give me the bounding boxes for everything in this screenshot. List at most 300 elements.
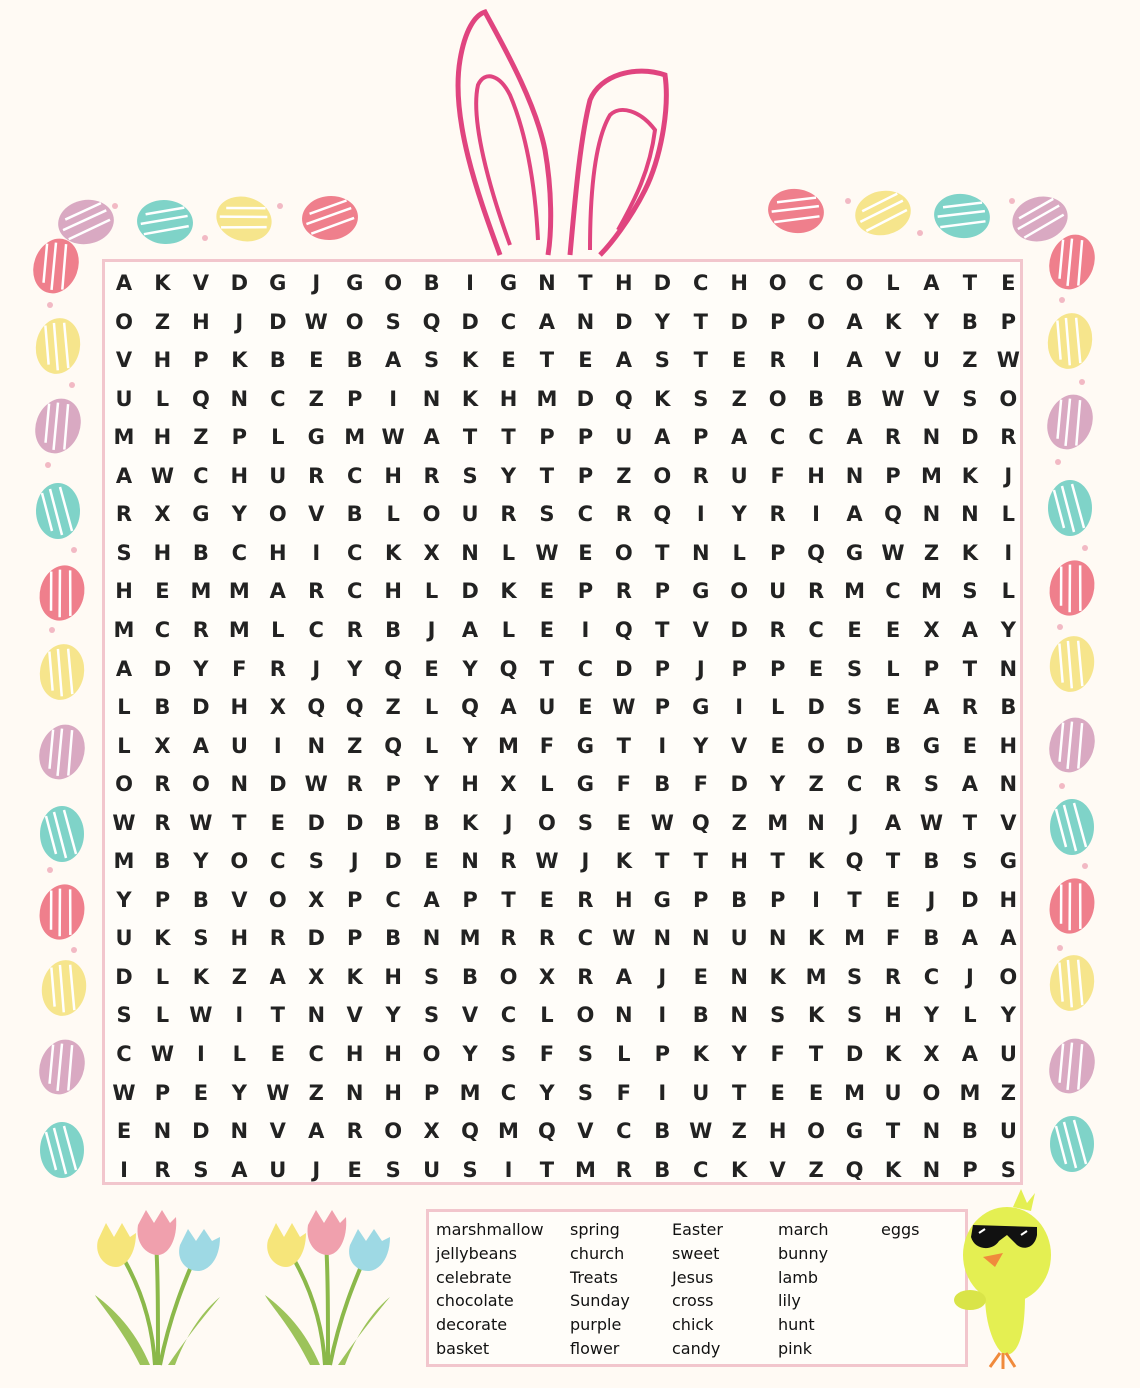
grid-letter[interactable]: K: [231, 348, 248, 373]
grid-letter[interactable]: E: [808, 656, 824, 681]
grid-letter[interactable]: K: [654, 386, 671, 411]
grid-letter[interactable]: R: [615, 579, 632, 604]
grid-letter[interactable]: G: [692, 695, 710, 720]
grid-letter[interactable]: V: [192, 271, 210, 295]
grid-letter[interactable]: D: [845, 733, 864, 758]
grid-letter[interactable]: Z: [962, 348, 978, 373]
grid-letter[interactable]: K: [884, 1042, 902, 1066]
grid-letter[interactable]: P: [769, 656, 786, 681]
grid-letter[interactable]: P: [462, 887, 478, 912]
grid-letter[interactable]: N: [307, 733, 326, 758]
grid-letter[interactable]: E: [1001, 271, 1016, 295]
grid-letter[interactable]: A: [538, 309, 556, 334]
grid-letter[interactable]: S: [577, 810, 593, 835]
grid-letter[interactable]: L: [117, 695, 131, 720]
grid-letter[interactable]: N: [422, 926, 441, 951]
grid-letter[interactable]: H: [499, 386, 518, 411]
grid-letter[interactable]: T: [655, 849, 670, 874]
grid-letter[interactable]: E: [424, 656, 439, 681]
grid-letter[interactable]: I: [812, 502, 820, 527]
grid-letter[interactable]: V: [115, 348, 133, 373]
grid-letter[interactable]: T: [770, 849, 785, 874]
grid-letter[interactable]: M: [459, 1080, 481, 1105]
grid-letter[interactable]: C: [808, 271, 824, 295]
grid-letter[interactable]: K: [154, 926, 171, 951]
grid-letter[interactable]: D: [730, 617, 748, 642]
grid-letter[interactable]: L: [886, 271, 900, 295]
grid-letter[interactable]: K: [346, 964, 363, 989]
grid-letter[interactable]: Z: [731, 386, 747, 411]
grid-letter[interactable]: A: [461, 617, 479, 642]
grid-letter[interactable]: S: [577, 1042, 593, 1066]
grid-letter[interactable]: Y: [770, 772, 786, 797]
grid-letter[interactable]: S: [385, 1157, 401, 1182]
grid-letter[interactable]: N: [999, 656, 1018, 681]
grid-letter[interactable]: T: [885, 1119, 901, 1144]
grid-letter[interactable]: T: [732, 1080, 747, 1105]
grid-letter[interactable]: J: [312, 1157, 321, 1182]
grid-letter[interactable]: I: [735, 695, 744, 720]
grid-letter[interactable]: U: [999, 1042, 1017, 1066]
grid-letter[interactable]: A: [923, 271, 940, 295]
grid-letter[interactable]: D: [615, 309, 633, 334]
grid-letter[interactable]: T: [539, 348, 555, 373]
grid-letter[interactable]: X: [538, 964, 556, 989]
grid-letter[interactable]: P: [346, 887, 363, 912]
grid-letter[interactable]: R: [884, 964, 902, 989]
grid-letter[interactable]: V: [923, 386, 940, 411]
grid-letter[interactable]: R: [500, 926, 517, 951]
grid-letter[interactable]: Y: [385, 1003, 401, 1028]
grid-letter[interactable]: J: [927, 887, 936, 912]
grid-letter[interactable]: W: [881, 386, 905, 411]
grid-letter[interactable]: G: [307, 425, 325, 450]
grid-letter[interactable]: D: [384, 849, 402, 874]
grid-letter[interactable]: O: [422, 1042, 441, 1066]
grid-letter[interactable]: A: [115, 463, 133, 488]
grid-letter[interactable]: F: [539, 733, 555, 758]
grid-letter[interactable]: R: [500, 502, 517, 527]
grid-letter[interactable]: P: [693, 425, 709, 450]
grid-letter[interactable]: M: [844, 1080, 865, 1105]
grid-letter[interactable]: Y: [231, 502, 247, 527]
grid-letter[interactable]: D: [576, 386, 595, 411]
grid-letter[interactable]: N: [845, 463, 864, 488]
grid-letter[interactable]: K: [692, 1042, 709, 1066]
grid-letter[interactable]: Z: [193, 425, 209, 450]
grid-letter[interactable]: X: [154, 733, 171, 758]
grid-letter[interactable]: G: [269, 271, 287, 295]
grid-letter[interactable]: P: [962, 1157, 978, 1182]
grid-letter[interactable]: O: [422, 502, 441, 527]
grid-letter[interactable]: R: [154, 1157, 171, 1182]
grid-letter[interactable]: M: [574, 1157, 596, 1182]
grid-letter[interactable]: I: [658, 733, 667, 758]
grid-letter[interactable]: L: [117, 733, 131, 758]
grid-letter[interactable]: Y: [923, 1003, 940, 1028]
grid-letter[interactable]: Q: [614, 617, 633, 642]
grid-letter[interactable]: F: [616, 1080, 632, 1105]
grid-letter[interactable]: I: [696, 502, 705, 527]
grid-letter[interactable]: A: [269, 964, 286, 989]
grid-letter[interactable]: T: [962, 656, 978, 681]
grid-letter[interactable]: R: [346, 772, 363, 797]
grid-letter[interactable]: N: [538, 271, 556, 295]
grid-letter[interactable]: I: [581, 617, 590, 642]
grid-letter[interactable]: N: [730, 964, 748, 989]
grid-letter[interactable]: R: [115, 502, 133, 527]
grid-letter[interactable]: Y: [116, 887, 132, 912]
grid-letter[interactable]: M: [498, 1119, 519, 1144]
grid-letter[interactable]: B: [192, 540, 209, 565]
grid-letter[interactable]: K: [500, 579, 517, 604]
grid-letter[interactable]: K: [615, 849, 632, 874]
grid-letter[interactable]: B: [346, 502, 363, 527]
grid-letter[interactable]: W: [189, 810, 213, 835]
grid-letter[interactable]: S: [923, 772, 939, 797]
grid-letter[interactable]: S: [577, 1080, 593, 1105]
grid-letter[interactable]: U: [999, 1119, 1017, 1144]
grid-letter[interactable]: J: [312, 656, 321, 681]
grid-letter[interactable]: R: [154, 810, 171, 835]
grid-letter[interactable]: B: [385, 810, 402, 835]
grid-letter[interactable]: P: [423, 1080, 440, 1105]
grid-letter[interactable]: Y: [193, 849, 209, 874]
grid-letter[interactable]: D: [269, 309, 287, 334]
grid-letter[interactable]: M: [344, 425, 366, 450]
grid-letter[interactable]: U: [615, 425, 633, 450]
grid-letter[interactable]: T: [270, 1003, 285, 1028]
grid-letter[interactable]: Q: [461, 1119, 479, 1144]
grid-letter[interactable]: J: [504, 810, 513, 835]
grid-letter[interactable]: S: [962, 579, 978, 604]
grid-letter[interactable]: X: [423, 540, 440, 565]
grid-letter[interactable]: H: [730, 849, 748, 874]
grid-letter[interactable]: F: [539, 1042, 555, 1066]
grid-letter[interactable]: U: [922, 348, 940, 373]
grid-letter[interactable]: B: [154, 695, 171, 720]
grid-letter[interactable]: T: [693, 309, 708, 334]
grid-letter[interactable]: H: [461, 772, 479, 797]
grid-letter[interactable]: I: [273, 733, 282, 758]
grid-letter[interactable]: B: [423, 271, 440, 295]
grid-letter[interactable]: O: [999, 386, 1018, 411]
grid-letter[interactable]: R: [808, 579, 825, 604]
grid-letter[interactable]: A: [192, 733, 210, 758]
grid-letter[interactable]: P: [193, 348, 209, 373]
grid-letter[interactable]: U: [884, 1080, 902, 1105]
grid-letter[interactable]: N: [922, 425, 941, 450]
grid-letter[interactable]: T: [501, 425, 516, 450]
grid-letter[interactable]: P: [539, 425, 555, 450]
grid-letter[interactable]: T: [962, 810, 978, 835]
grid-letter[interactable]: W: [612, 926, 636, 951]
grid-letter[interactable]: Z: [731, 810, 747, 835]
grid-letter[interactable]: A: [615, 348, 632, 373]
grid-letter[interactable]: M: [959, 1080, 981, 1105]
grid-letter[interactable]: M: [920, 579, 942, 604]
grid-letter[interactable]: R: [154, 772, 171, 797]
grid-letter[interactable]: S: [846, 1003, 863, 1028]
grid-letter[interactable]: G: [346, 271, 364, 295]
grid-letter[interactable]: B: [269, 348, 286, 373]
grid-letter[interactable]: L: [424, 579, 439, 604]
grid-letter[interactable]: Y: [462, 733, 478, 758]
grid-letter[interactable]: W: [266, 1080, 290, 1105]
grid-letter[interactable]: I: [812, 348, 820, 373]
grid-letter[interactable]: D: [115, 964, 133, 989]
grid-letter[interactable]: C: [769, 425, 786, 450]
grid-letter[interactable]: E: [578, 540, 593, 565]
grid-letter[interactable]: R: [577, 964, 594, 989]
grid-letter[interactable]: U: [538, 695, 556, 720]
grid-letter[interactable]: H: [230, 463, 249, 488]
grid-letter[interactable]: M: [844, 579, 865, 604]
grid-letter[interactable]: Z: [731, 1119, 747, 1144]
grid-letter[interactable]: L: [886, 656, 900, 681]
grid-letter[interactable]: Q: [307, 695, 326, 720]
grid-letter[interactable]: A: [846, 425, 863, 450]
grid-letter[interactable]: V: [308, 502, 325, 527]
grid-letter[interactable]: N: [230, 1119, 249, 1144]
grid-letter[interactable]: B: [654, 772, 671, 797]
grid-letter[interactable]: P: [577, 463, 594, 488]
grid-letter[interactable]: G: [692, 579, 710, 604]
grid-letter[interactable]: Y: [693, 733, 709, 758]
grid-letter[interactable]: D: [807, 695, 825, 720]
grid-letter[interactable]: P: [154, 1080, 171, 1105]
grid-letter[interactable]: A: [884, 810, 902, 835]
grid-letter[interactable]: W: [650, 810, 674, 835]
grid-letter[interactable]: L: [501, 617, 516, 642]
grid-letter[interactable]: T: [693, 849, 708, 874]
grid-letter[interactable]: P: [731, 656, 747, 681]
grid-letter[interactable]: R: [769, 348, 786, 373]
grid-letter[interactable]: O: [268, 502, 287, 527]
grid-letter[interactable]: H: [730, 271, 748, 295]
grid-letter[interactable]: G: [192, 502, 210, 527]
grid-letter[interactable]: B: [692, 1003, 709, 1028]
grid-letter[interactable]: N: [230, 772, 249, 797]
grid-letter[interactable]: E: [539, 887, 555, 912]
grid-letter[interactable]: S: [539, 502, 555, 527]
grid-letter[interactable]: H: [153, 425, 172, 450]
grid-letter[interactable]: C: [231, 540, 248, 565]
grid-letter[interactable]: V: [731, 733, 748, 758]
grid-letter[interactable]: Q: [807, 540, 826, 565]
grid-letter[interactable]: K: [884, 309, 902, 334]
grid-letter[interactable]: E: [770, 733, 785, 758]
grid-letter[interactable]: R: [1000, 425, 1017, 450]
grid-letter[interactable]: B: [346, 348, 363, 373]
grid-letter[interactable]: K: [461, 810, 479, 835]
grid-letter[interactable]: T: [962, 271, 978, 295]
grid-letter[interactable]: S: [846, 695, 863, 720]
grid-letter[interactable]: O: [115, 772, 133, 797]
grid-letter[interactable]: P: [577, 425, 594, 450]
grid-letter[interactable]: G: [922, 733, 941, 758]
grid-letter[interactable]: D: [845, 1042, 864, 1066]
grid-letter[interactable]: S: [693, 386, 709, 411]
grid-letter[interactable]: A: [1000, 926, 1017, 951]
grid-letter[interactable]: P: [923, 656, 940, 681]
grid-letter[interactable]: M: [228, 617, 250, 642]
grid-letter[interactable]: C: [693, 271, 709, 295]
grid-letter[interactable]: Y: [1000, 617, 1016, 642]
grid-letter[interactable]: L: [232, 1042, 247, 1066]
grid-letter[interactable]: O: [576, 1003, 595, 1028]
grid-letter[interactable]: Y: [347, 656, 363, 681]
grid-letter[interactable]: U: [230, 733, 248, 758]
grid-letter[interactable]: H: [230, 695, 249, 720]
grid-letter[interactable]: C: [500, 1080, 517, 1105]
grid-letter[interactable]: L: [770, 695, 785, 720]
grid-letter[interactable]: B: [192, 887, 209, 912]
grid-letter[interactable]: P: [154, 887, 171, 912]
grid-letter[interactable]: E: [270, 810, 285, 835]
grid-letter[interactable]: D: [307, 926, 325, 951]
grid-letter[interactable]: Y: [462, 656, 478, 681]
grid-letter[interactable]: Y: [231, 1080, 247, 1105]
grid-letter[interactable]: C: [308, 617, 324, 642]
grid-letter[interactable]: A: [269, 579, 286, 604]
grid-letter[interactable]: P: [654, 579, 670, 604]
grid-letter[interactable]: N: [230, 386, 249, 411]
grid-letter[interactable]: O: [191, 772, 210, 797]
grid-letter[interactable]: I: [1004, 540, 1013, 565]
grid-letter[interactable]: L: [424, 695, 439, 720]
grid-letter[interactable]: S: [193, 926, 209, 951]
grid-letter[interactable]: Z: [154, 309, 171, 334]
grid-letter[interactable]: D: [461, 309, 479, 334]
grid-letter[interactable]: X: [308, 964, 325, 989]
grid-letter[interactable]: E: [732, 348, 747, 373]
grid-letter[interactable]: M: [844, 926, 865, 951]
grid-letter[interactable]: A: [654, 425, 671, 450]
grid-letter[interactable]: O: [768, 386, 787, 411]
grid-letter[interactable]: T: [693, 348, 708, 373]
grid-letter[interactable]: E: [193, 1080, 209, 1105]
grid-letter[interactable]: U: [769, 579, 787, 604]
grid-letter[interactable]: Q: [499, 656, 518, 681]
grid-letter[interactable]: Q: [845, 849, 864, 874]
grid-letter[interactable]: J: [427, 617, 436, 642]
grid-letter[interactable]: W: [689, 1119, 713, 1144]
grid-letter[interactable]: O: [230, 849, 249, 874]
grid-letter[interactable]: N: [961, 502, 979, 527]
grid-letter[interactable]: R: [308, 463, 325, 488]
grid-letter[interactable]: L: [501, 540, 516, 565]
grid-letter[interactable]: N: [345, 1080, 364, 1105]
grid-letter[interactable]: X: [423, 1119, 440, 1144]
grid-letter[interactable]: N: [730, 1003, 748, 1028]
grid-letter[interactable]: H: [345, 1042, 364, 1066]
grid-letter[interactable]: D: [230, 271, 249, 295]
grid-letter[interactable]: O: [384, 271, 403, 295]
grid-letter[interactable]: E: [693, 964, 708, 989]
grid-letter[interactable]: Y: [1000, 1003, 1016, 1028]
grid-letter[interactable]: B: [961, 309, 978, 334]
grid-letter[interactable]: M: [113, 849, 135, 874]
grid-letter[interactable]: H: [999, 887, 1018, 912]
grid-letter[interactable]: G: [845, 1119, 864, 1144]
grid-letter[interactable]: E: [155, 579, 170, 604]
grid-letter[interactable]: S: [462, 463, 478, 488]
grid-letter[interactable]: Z: [385, 695, 401, 720]
grid-letter[interactable]: N: [807, 810, 825, 835]
grid-letter[interactable]: B: [385, 926, 402, 951]
grid-letter[interactable]: A: [308, 1119, 325, 1144]
grid-letter[interactable]: S: [116, 1003, 132, 1028]
grid-letter[interactable]: W: [881, 540, 905, 565]
grid-letter[interactable]: O: [653, 463, 672, 488]
grid-letter[interactable]: S: [846, 964, 863, 989]
grid-letter[interactable]: S: [462, 1157, 478, 1182]
grid-letter[interactable]: U: [269, 463, 287, 488]
grid-letter[interactable]: T: [539, 1157, 555, 1182]
grid-letter[interactable]: Z: [308, 1080, 324, 1105]
grid-letter[interactable]: M: [190, 579, 212, 604]
grid-letter[interactable]: D: [653, 271, 672, 295]
grid-letter[interactable]: I: [466, 271, 474, 295]
grid-letter[interactable]: P: [769, 540, 786, 565]
grid-letter[interactable]: P: [231, 425, 248, 450]
grid-letter[interactable]: J: [235, 309, 244, 334]
grid-letter[interactable]: E: [501, 348, 516, 373]
grid-letter[interactable]: D: [730, 309, 748, 334]
grid-letter[interactable]: W: [381, 425, 405, 450]
grid-letter[interactable]: O: [499, 964, 518, 989]
grid-letter[interactable]: R: [269, 656, 286, 681]
grid-letter[interactable]: R: [692, 463, 709, 488]
grid-letter[interactable]: R: [884, 425, 902, 450]
grid-letter[interactable]: K: [461, 386, 479, 411]
grid-letter[interactable]: N: [153, 1119, 172, 1144]
grid-letter[interactable]: Q: [538, 1119, 556, 1144]
grid-letter[interactable]: S: [500, 1042, 517, 1066]
grid-letter[interactable]: E: [424, 849, 439, 874]
grid-letter[interactable]: H: [384, 1042, 402, 1066]
grid-letter[interactable]: U: [115, 386, 133, 411]
grid-letter[interactable]: R: [346, 617, 363, 642]
grid-letter[interactable]: J: [312, 271, 321, 295]
grid-letter[interactable]: V: [461, 1003, 479, 1028]
grid-letter[interactable]: S: [962, 849, 978, 874]
grid-letter[interactable]: H: [192, 309, 210, 334]
grid-letter[interactable]: B: [462, 964, 479, 989]
grid-letter[interactable]: N: [922, 1157, 941, 1182]
grid-letter[interactable]: Q: [384, 733, 403, 758]
grid-letter[interactable]: T: [539, 656, 555, 681]
grid-letter[interactable]: Y: [423, 772, 440, 797]
grid-letter[interactable]: K: [154, 271, 171, 295]
grid-letter[interactable]: G: [499, 271, 518, 295]
grid-letter[interactable]: B: [731, 887, 748, 912]
grid-letter[interactable]: V: [884, 348, 902, 373]
grid-letter[interactable]: X: [154, 502, 171, 527]
grid-letter[interactable]: I: [312, 540, 321, 565]
grid-letter[interactable]: N: [461, 540, 479, 565]
grid-letter[interactable]: E: [962, 733, 978, 758]
grid-letter[interactable]: E: [539, 617, 555, 642]
grid-letter[interactable]: B: [846, 386, 863, 411]
grid-letter[interactable]: N: [576, 309, 595, 334]
grid-letter[interactable]: Y: [923, 309, 940, 334]
grid-letter[interactable]: H: [384, 964, 402, 989]
grid-letter[interactable]: R: [346, 1119, 363, 1144]
grid-letter[interactable]: U: [730, 926, 748, 951]
grid-letter[interactable]: U: [269, 1157, 287, 1182]
